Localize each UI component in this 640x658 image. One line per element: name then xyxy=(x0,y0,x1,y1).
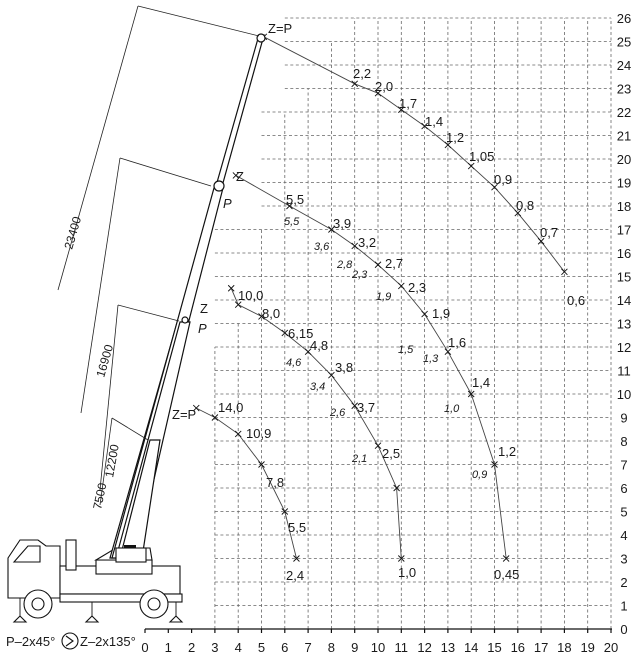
x-tick-label: 11 xyxy=(394,640,409,655)
cap-label: 0,8 xyxy=(516,198,535,213)
y-axis-ticks xyxy=(617,11,631,637)
cap-label-p: 2,3 xyxy=(352,269,368,281)
x-tick-label: 2 xyxy=(187,640,196,655)
y-tick-label: 6 xyxy=(620,481,628,496)
cap-label: 2,2 xyxy=(353,66,372,81)
legend-p: P–2x45° xyxy=(6,634,56,649)
y-tick-label: 22 xyxy=(616,105,632,120)
arc-16900 xyxy=(236,175,506,558)
x-tick-label: 10 xyxy=(370,640,386,655)
x-tick-label: 16 xyxy=(510,640,526,655)
y-tick-label: 24 xyxy=(616,58,632,73)
cap-label: 3,8 xyxy=(335,360,354,375)
cap-label: 1,4 xyxy=(472,375,491,390)
cap-label: 3,7 xyxy=(357,400,376,415)
x-tick-label: 15 xyxy=(487,640,502,655)
cap-label: 2,3 xyxy=(408,280,427,295)
cap-label: 7,8 xyxy=(266,475,285,490)
x-tick-label: 20 xyxy=(603,640,619,655)
cap-label: 1,2 xyxy=(446,130,465,145)
boom-length-23400: 23400 xyxy=(61,214,85,251)
cap-label: 10,0 xyxy=(238,288,264,303)
boom-length-12200: 12200 xyxy=(102,443,122,479)
cap-label: 3,9 xyxy=(333,216,352,231)
cap-label: 2,0 xyxy=(375,79,394,94)
x-tick-label: 8 xyxy=(327,640,336,655)
cap-label: 0,9 xyxy=(494,172,513,187)
cap-label-p: 5,5 xyxy=(284,216,300,228)
cap-label: 8,0 xyxy=(262,306,281,321)
x-tick-label: 18 xyxy=(557,640,572,655)
capacity-marker xyxy=(375,443,381,449)
x-tick-label: 19 xyxy=(580,640,595,655)
boom-23400-label: Z=P xyxy=(268,21,293,36)
x-tick-label: 13 xyxy=(440,640,456,655)
y-tick-label: 19 xyxy=(616,175,632,191)
y-tick-label: 4 xyxy=(620,528,628,543)
x-tick-label: 17 xyxy=(533,640,549,655)
y-tick-label: 20 xyxy=(616,152,632,167)
y-tick-label: 18 xyxy=(616,199,632,214)
x-axis-ticks xyxy=(141,629,618,655)
x-tick-label: 1 xyxy=(164,640,172,655)
cap-label-p: 3,6 xyxy=(314,241,330,253)
y-tick-label: 5 xyxy=(620,504,628,520)
y-tick-label: 13 xyxy=(616,316,632,332)
x-tick-label: 6 xyxy=(281,640,289,655)
cap-label-p: 1,3 xyxy=(423,353,439,365)
y-tick-label: 0 xyxy=(620,622,628,637)
cap-label: 1,2 xyxy=(498,444,517,459)
cap-label: 14,0 xyxy=(218,400,244,415)
arc-12200 xyxy=(231,288,401,558)
x-tick-label: 5 xyxy=(257,640,266,655)
cap-label: 0,6 xyxy=(567,293,586,308)
cap-label-p: 1,5 xyxy=(398,344,414,356)
cap-label: 1,0 xyxy=(398,565,417,580)
y-tick-label: 7 xyxy=(620,457,628,473)
boom-length-7500: 7500 xyxy=(90,481,110,511)
cap-label: 4,8 xyxy=(310,338,329,353)
cap-label-p: 2,8 xyxy=(337,259,353,271)
cap-label: 5,5 xyxy=(286,192,305,207)
boom-12200-label-p: P xyxy=(198,321,207,336)
cap-label: 10,9 xyxy=(246,426,272,441)
cap-label-p: 2,6 xyxy=(330,407,346,419)
cap-label: 1,7 xyxy=(399,96,418,111)
y-tick-label: 9 xyxy=(620,410,628,426)
x-tick-label: 0 xyxy=(141,640,149,655)
y-tick-label: 17 xyxy=(616,222,632,238)
y-tick-label: 10 xyxy=(616,387,632,402)
cap-label: 3,2 xyxy=(358,235,377,250)
x-tick-label: 12 xyxy=(417,640,432,655)
cap-label: 0,45 xyxy=(494,567,520,582)
slewing-legend xyxy=(6,633,136,649)
x-tick-label: 7 xyxy=(304,640,312,655)
x-tick-label: 14 xyxy=(463,640,479,655)
cap-label-p: 4,6 xyxy=(286,357,302,369)
y-tick-label: 3 xyxy=(620,551,628,567)
capacity-marker xyxy=(375,262,381,268)
cap-label-p: 0,9 xyxy=(472,469,488,481)
cap-label-p: 2,1 xyxy=(352,453,368,465)
x-tick-label: 3 xyxy=(211,640,219,655)
boom-16900-label-p: P xyxy=(223,196,232,211)
cap-label: 2,7 xyxy=(385,256,404,271)
legend-z: Z–2x135° xyxy=(80,634,136,649)
cap-label-p: 1,9 xyxy=(376,291,392,303)
y-tick-label: 16 xyxy=(616,246,632,261)
boom-16900-label-z: Z xyxy=(236,169,244,184)
capacity-marker xyxy=(422,311,428,317)
boom-7500-label: Z=P xyxy=(172,407,197,422)
y-tick-label: 23 xyxy=(616,81,632,97)
capacity-marker xyxy=(228,285,234,291)
y-tick-label: 25 xyxy=(616,34,632,50)
truck-drawing xyxy=(8,540,182,622)
x-tick-label: 9 xyxy=(351,640,359,655)
cap-label: 1,9 xyxy=(432,306,451,321)
y-tick-label: 1 xyxy=(620,598,628,614)
y-tick-label: 8 xyxy=(620,434,628,449)
x-tick-label: 4 xyxy=(234,640,242,655)
cap-label-p: 3,4 xyxy=(310,381,326,393)
y-tick-label: 21 xyxy=(616,128,632,144)
cap-label: 1,05 xyxy=(469,149,495,164)
boom-length-16900: 16900 xyxy=(93,342,117,379)
cap-label: 2,4 xyxy=(286,568,305,583)
arc-23400 xyxy=(264,37,565,272)
y-tick-label: 14 xyxy=(616,293,632,308)
boom-12200-label-z: Z xyxy=(200,301,208,316)
cap-label: 2,5 xyxy=(382,446,401,461)
cap-label: 5,5 xyxy=(288,520,307,535)
cap-label-p: 1,0 xyxy=(444,403,460,415)
cap-label: 0,7 xyxy=(540,225,559,240)
y-tick-label: 15 xyxy=(616,269,632,285)
cap-label: 6,15 xyxy=(288,326,314,341)
y-tick-label: 26 xyxy=(616,11,632,26)
cap-label: 1,6 xyxy=(448,335,467,350)
y-tick-label: 11 xyxy=(617,363,631,379)
y-tick-label: 2 xyxy=(620,575,628,590)
cap-label: 1,4 xyxy=(425,114,444,129)
y-tick-label: 12 xyxy=(616,340,632,355)
